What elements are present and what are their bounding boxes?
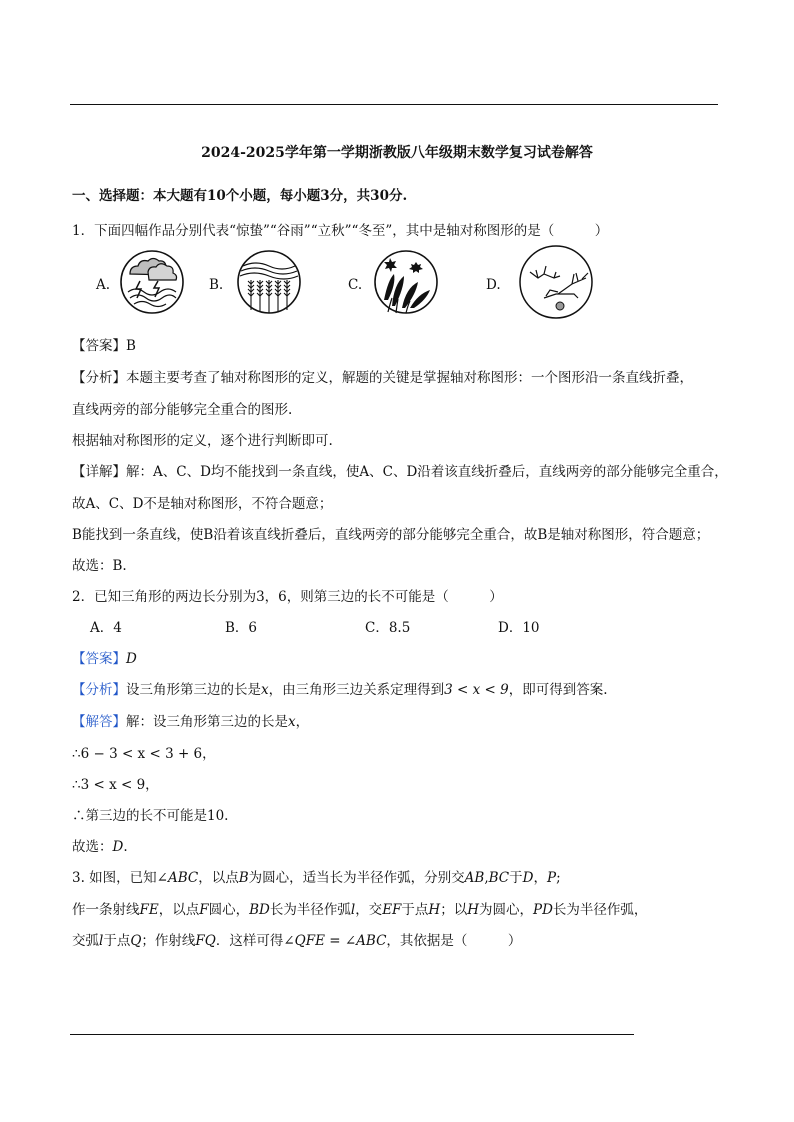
question-2-stem: 2．已知三角形的两边长分别为3，6，则第三边的长不可能是（ ） <box>72 589 503 605</box>
solution-comma: ， <box>295 714 310 730</box>
autumn-reeds-icon <box>372 248 440 316</box>
answer-tag: 【答案】 <box>72 651 126 667</box>
q2-analysis <box>72 678 608 698</box>
analysis-text-c: ，即可得到答案. <box>508 682 608 698</box>
q2-step-1: ∴6 − 3 < x < 3 + 6， <box>72 746 216 762</box>
winter-branch-icon <box>516 242 596 322</box>
wheat-field-icon <box>235 248 303 316</box>
detail-tag: 【详解】 <box>72 464 126 480</box>
answer-value: B <box>126 338 136 354</box>
option-c-label: C. <box>348 277 363 293</box>
page-title: 2024-2025学年第一学期浙教版八年级期末数学复习试卷解答 <box>201 145 593 161</box>
q1-analysis-line-3: 根据轴对称图形的定义，逐个进行判断即可. <box>72 433 333 449</box>
choose-period: . <box>123 839 128 855</box>
question-3-line-2: 作一条射线FE，以点F圆心，BD长为半径作弧l，交EF于点H；以H为圆心，PD长为半径作弧， <box>72 902 648 918</box>
option-b-label: B. <box>209 277 224 293</box>
solution-tag: 【解答】 <box>72 714 126 730</box>
question-3-line-1: 3. 如图，已知∠ABC，以点B为圆心，适当长为半径作弧，分别交AB,BC于D，P; <box>72 870 561 886</box>
q2-answer <box>72 647 137 667</box>
q2-solution <box>72 710 309 730</box>
q1-analysis-line-2: 直线两旁的部分能够完全重合的图形. <box>72 402 293 418</box>
q2-option-b: B．6 <box>225 620 258 636</box>
solution-text: 解：设三角形第三边的长是 <box>126 714 288 730</box>
analysis-text-a: 设三角形第三边的长是 <box>126 682 261 698</box>
choose-text: 故选： <box>72 839 113 855</box>
variable-x: x <box>288 714 296 730</box>
thunderstorm-icon <box>118 248 186 316</box>
q1-detail-line-4: 故选：B. <box>72 558 127 574</box>
question-3-line-3: 交弧l于点Q；作射线FQ．这样可得∠QFE = ∠ABC，其依据是（ ） <box>72 933 522 949</box>
question-1-stem: 1．下面四幅作品分别代表“惊蛰”“谷雨”“立秋”“冬至”，其中是轴对称图形的是（ ） <box>72 223 609 239</box>
q2-step-2: ∴3 < x < 9， <box>72 777 159 793</box>
q1-detail-line-2: 故A、C、D不是轴对称图形，不符合题意； <box>72 496 333 512</box>
option-a-label: A. <box>96 277 111 293</box>
q2-option-a: A．4 <box>90 620 122 636</box>
answer-value: D <box>126 651 137 667</box>
q1-answer <box>72 334 136 354</box>
inequality: 3 < x < 9 <box>444 682 509 698</box>
choose-value: D <box>112 839 124 855</box>
q2-option-c: C．8.5 <box>365 620 411 636</box>
header-rule <box>70 104 718 105</box>
section-heading: 一、选择题：本大题有10个小题，每小题3分，共30分. <box>72 188 408 204</box>
q1-detail-line-1 <box>72 460 728 480</box>
variable-x: x <box>261 682 269 698</box>
option-d-label: D. <box>486 277 501 293</box>
footer-rule <box>70 1034 634 1035</box>
analysis-text-b: ，由三角形三边关系定理得到 <box>268 682 445 698</box>
analysis-tag: 【分析】 <box>72 370 126 386</box>
q2-step-3: ∴第三边的长不可能是10. <box>72 808 229 824</box>
analysis-text: 本题主要考查了轴对称图形的定义，解题的关键是掌握轴对称图形：一个图形沿一条直线折叠， <box>126 370 693 386</box>
q1-analysis-line-1 <box>72 366 693 386</box>
analysis-tag: 【分析】 <box>72 682 126 698</box>
q2-choose <box>72 835 128 855</box>
q2-option-d: D．10 <box>498 620 540 636</box>
q1-detail-line-3: B能找到一条直线，使B沿着该直线折叠后，直线两旁的部分能够完全重合，故B是轴对称图形，符合题意； <box>72 527 710 543</box>
detail-text: 解：A、C、D均不能找到一条直线，使A、C、D沿着该直线折叠后，直线两旁的部分能够完全重合， <box>126 464 728 480</box>
answer-tag: 【答案】 <box>72 338 126 354</box>
